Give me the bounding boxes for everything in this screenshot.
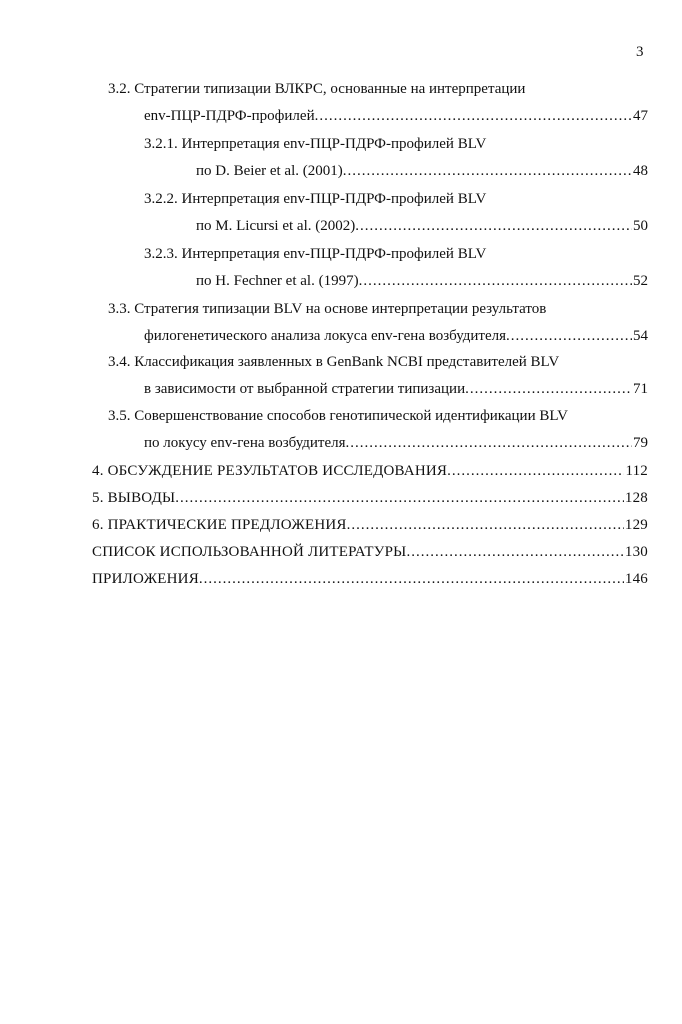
toc-page-number: 47 bbox=[633, 108, 648, 124]
toc-entry-6 bbox=[92, 515, 648, 535]
dot-leader bbox=[199, 569, 624, 589]
dot-leader bbox=[347, 515, 624, 535]
toc-entry-title: по локусу env-гена возбудителя bbox=[144, 435, 346, 451]
dot-leader bbox=[359, 271, 632, 291]
toc-entry-title: в зависимости от выбранной стратегии типизации bbox=[144, 381, 466, 397]
toc-page-number: 146 bbox=[624, 571, 648, 587]
toc-entry-title: 6. ПРАКТИЧЕСКИЕ ПРЕДЛОЖЕНИЯ bbox=[92, 517, 347, 533]
toc-entry-3-2-2-title: 3.2.2. Интерпретация env-ПЦР-ПДРФ-профилей BLV bbox=[144, 191, 487, 207]
dot-leader bbox=[465, 379, 632, 399]
toc-page-number: 71 bbox=[633, 381, 648, 397]
toc-entry-title: 4. ОБСУЖДЕНИЕ РЕЗУЛЬТАТОВ ИССЛЕДОВАНИЯ bbox=[92, 463, 448, 479]
dot-leader bbox=[343, 161, 632, 181]
dot-leader bbox=[315, 106, 632, 126]
toc-entry-3-4-title: 3.4. Классификация заявленных в GenBank NCBI представителей BLV bbox=[108, 354, 560, 370]
toc-entry-3-2-title: 3.2. Стратегии типизации ВЛКРС, основанные на интерпретации bbox=[108, 81, 526, 97]
dot-leader bbox=[406, 542, 623, 562]
toc-entry-3-4 bbox=[144, 379, 648, 399]
toc-entry-3-2-1-title: 3.2.1. Интерпретация env-ПЦР-ПДРФ-профилей BLV bbox=[144, 136, 487, 152]
toc-entry-title: СПИСОК ИСПОЛЬЗОВАННОЙ ЛИТЕРАТУРЫ bbox=[92, 544, 407, 560]
toc-page-number: 112 bbox=[625, 463, 648, 479]
toc-page-number: 48 bbox=[633, 163, 648, 179]
toc-entry-3-2-3 bbox=[196, 271, 648, 291]
toc-entry-3-2-2 bbox=[196, 216, 648, 236]
toc-entry-3-3-title: 3.3. Стратегия типизации BLV на основе интерпретации результатов bbox=[108, 301, 547, 317]
toc-entry-4 bbox=[92, 461, 648, 481]
toc-entry-3-2-3-title: 3.2.3. Интерпретация env-ПЦР-ПДРФ-профилей BLV bbox=[144, 246, 487, 262]
dot-leader bbox=[175, 488, 624, 508]
page-number: 3 bbox=[636, 44, 644, 60]
toc-entry-title: по M. Licursi et al. (2002) bbox=[196, 218, 356, 234]
dot-leader bbox=[346, 433, 632, 453]
toc-page-number: 128 bbox=[624, 490, 648, 506]
toc-entry-3-2 bbox=[144, 106, 648, 126]
toc-entry-title: филогенетического анализа локуса env-гена возбудителя bbox=[144, 328, 507, 344]
toc-entry-title: 5. ВЫВОДЫ bbox=[92, 490, 176, 506]
toc-entry-references bbox=[92, 542, 648, 562]
toc-page-number: 52 bbox=[633, 273, 648, 289]
toc-entry-3-5-title: 3.5. Совершенствование способов генотипической идентификации BLV bbox=[108, 408, 568, 424]
toc-page-number: 50 bbox=[633, 218, 648, 234]
toc-entry-title: env-ПЦР-ПДРФ-профилей bbox=[144, 108, 315, 124]
toc-page-number: 54 bbox=[633, 328, 648, 344]
toc-entry-appendix bbox=[92, 569, 648, 589]
dot-leader bbox=[355, 216, 632, 236]
toc-entry-3-5 bbox=[144, 433, 648, 453]
toc-entry-5 bbox=[92, 488, 648, 508]
toc-entry-title: по D. Beier et al. (2001) bbox=[196, 163, 343, 179]
toc-entry-3-3 bbox=[144, 326, 648, 346]
dot-leader bbox=[506, 326, 632, 346]
toc-entry-title: ПРИЛОЖЕНИЯ bbox=[92, 571, 199, 587]
toc-page-number: 130 bbox=[624, 544, 648, 560]
toc-entry-3-2-1 bbox=[196, 161, 648, 181]
toc-entry-title: по H. Fechner et al. (1997) bbox=[196, 273, 359, 289]
dot-leader bbox=[447, 461, 624, 481]
toc-page-number: 129 bbox=[624, 517, 648, 533]
toc-page-number: 79 bbox=[633, 435, 648, 451]
